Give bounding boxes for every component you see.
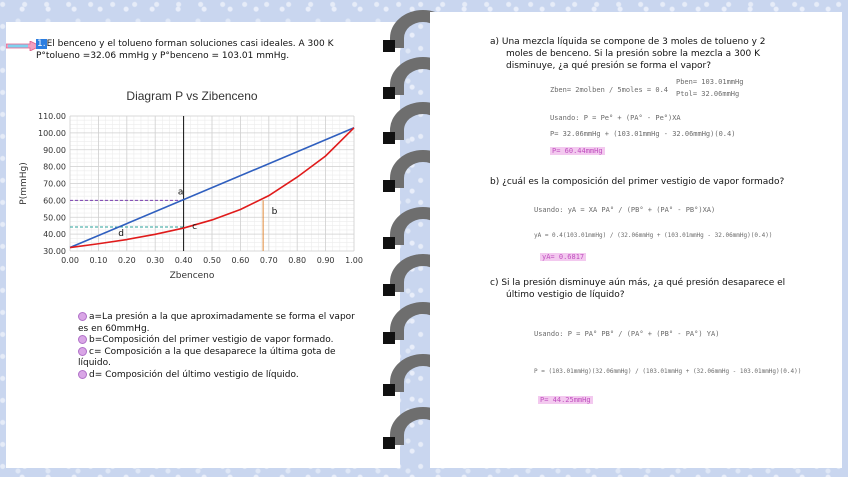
x-tick-label: 0.20 xyxy=(117,256,136,265)
y-tick-label: 50.00 xyxy=(43,213,66,223)
chart-title: Diagram P vs Zibenceno xyxy=(126,89,258,103)
answer-b-substitution: yA = 0.4(103.01mmHg) / (32.06mmHg + (103.01mmHg - 32.06mmHg)(0.4)) xyxy=(534,232,773,239)
answer-a-pben: Pben= 103.01mmHg xyxy=(676,78,744,86)
answer-a-formula: Usando: P = Pe° + (PA° - Pe°)XA xyxy=(550,114,681,122)
y-tick-label: 40.00 xyxy=(43,230,66,240)
bullet-icon xyxy=(78,312,87,321)
answer-c-result: P= 44.25mmHg xyxy=(540,396,591,404)
legend-item-c: c= Composición a la que desaparece la última gota de líquido. xyxy=(78,346,336,368)
x-tick-label: 0.70 xyxy=(259,256,278,265)
y-tick-label: 80.00 xyxy=(43,162,66,172)
x-tick-label: 1.00 xyxy=(345,256,363,265)
y-axis-label: P(mmHg) xyxy=(19,162,29,205)
bullet-icon xyxy=(78,347,87,356)
answer-c-formula: Usando: P = PA° PB° / (PA° + (PB° - PA°) YA) xyxy=(534,330,720,338)
answer-b-formula: Usando: yA = XA PA° / (PB° + (PA° - PB°)XA) xyxy=(534,206,716,214)
answer-a-ptol: Ptol= 32.06mmHg xyxy=(676,90,740,98)
legend-item-d: d= Composición del último vestigio de líquido. xyxy=(78,370,366,382)
right-page xyxy=(430,12,842,468)
bullet-icon xyxy=(78,370,87,379)
y-tick-label: 30.00 xyxy=(43,247,66,256)
x-tick-label: 0.80 xyxy=(288,256,307,265)
question-a: a) Una mezcla líquida se compone de 3 moles de tolueno y 2 moles de benceno. Si la presión sobre la mezcla a 300 K disminuye, ¿a qué presión se forma el vapor? xyxy=(490,37,766,71)
y-tick-label: 70.00 xyxy=(43,179,66,189)
y-tick-label: 60.00 xyxy=(43,196,66,206)
intro-marker: 1. xyxy=(37,39,46,49)
legend-item-a: a=La presión a la que aproximadamente se forma el vapor es en 60mmHg. xyxy=(78,312,355,334)
answer-a-substitution: P= 32.06mmHg + (103.01mmHg - 32.06mmHg)(0.4) xyxy=(550,130,736,138)
pressure-composition-chart xyxy=(10,80,372,290)
legend-item-b: b=Composición del primer vestigio de vapor formado. xyxy=(78,335,366,347)
legend-list xyxy=(78,312,366,381)
y-tick-label: 110.00 xyxy=(38,112,66,121)
annotation-b: b xyxy=(271,206,278,217)
y-tick-label: 100.00 xyxy=(38,128,66,138)
x-tick-label: 0.50 xyxy=(203,256,221,265)
intro-text xyxy=(36,38,376,62)
arrow-icon xyxy=(6,36,40,46)
intro-line-1: El benceno y el tolueno forman soluciones casi ideales. A 300 K xyxy=(46,39,334,49)
answer-a-zben: Zben= 2molben / 5moles = 0.4 xyxy=(550,86,669,94)
answer-b-result: yA= 0.6817 xyxy=(542,253,585,261)
x-tick-label: 0.10 xyxy=(89,256,108,265)
y-tick-label: 90.00 xyxy=(43,145,66,155)
question-b: b) ¿cuál es la composición del primer vestigio de vapor formado? xyxy=(490,177,785,187)
question-c: c) Si la presión disminuye aún más, ¿a qué presión desaparece el último vestigio de líquido? xyxy=(490,278,786,300)
annotation-c: c xyxy=(192,222,198,233)
x-tick-label: 0.60 xyxy=(231,256,250,265)
x-axis-label: Zbenceno xyxy=(169,271,215,281)
x-tick-label: 0.40 xyxy=(174,256,193,265)
x-tick-label: 0.00 xyxy=(61,256,79,265)
bullet-icon xyxy=(78,335,87,344)
x-tick-label: 0.90 xyxy=(316,256,335,265)
annotation-a: a xyxy=(177,187,184,198)
annotation-d: d xyxy=(118,228,124,239)
x-tick-label: 0.30 xyxy=(146,256,165,265)
answer-a-result: P= 60.44mmHg xyxy=(552,147,603,155)
intro-line-2: P°tolueno =32.06 mmHg y P°benceno = 103.01 mmHg. xyxy=(36,51,290,61)
answer-c-substitution: P = (103.01mmHg)(32.06mmHg) / (103.01mmHg + (32.06mmHg - 103.01mmHg)(0.4)) xyxy=(534,368,802,375)
